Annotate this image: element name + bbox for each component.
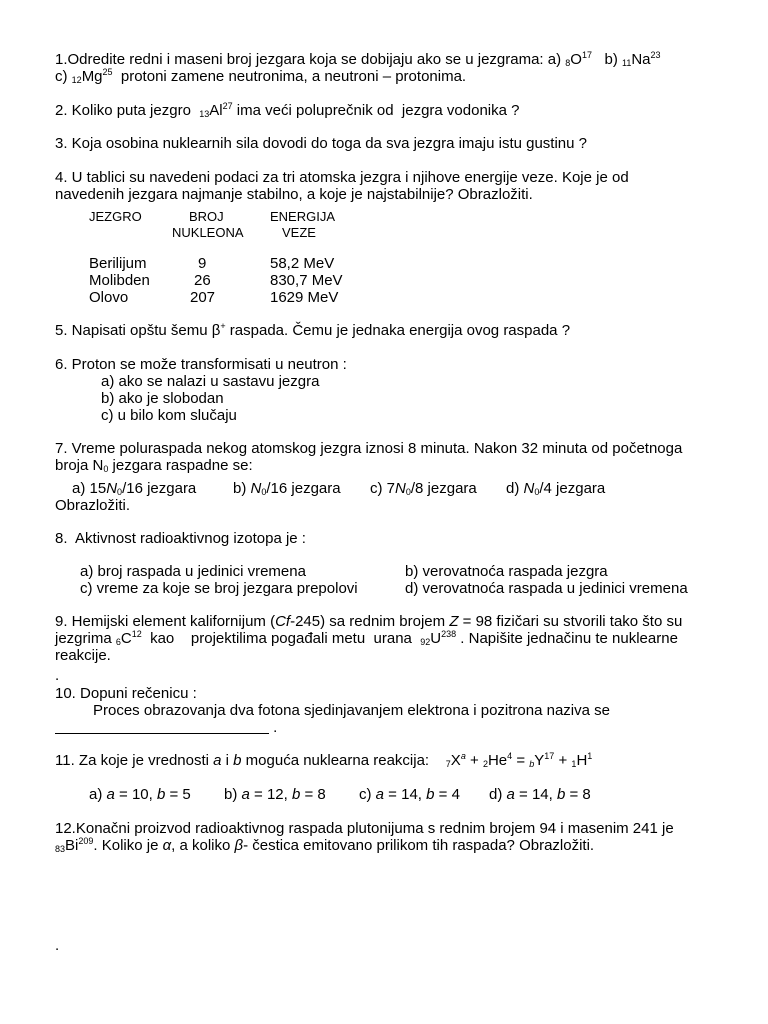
q7-c-sub: 0 <box>405 487 411 497</box>
q7-b-pre: b) <box>233 480 251 497</box>
q12-line1: 12.Konačni proizvod radioaktivnog raspada plutonijuma s rednim brojem 94 i masenim 241 je <box>55 820 674 837</box>
q7-line1: 7. Vreme poluraspada nekog atomskog jezgra iznosi 8 minuta. Nakon 32 minuta od početnoga <box>55 440 683 457</box>
q12-l2-pre: . Koliko je <box>93 837 163 854</box>
q11-opt-a-val: = 14, <box>514 786 557 803</box>
q9-l1-pre: 9. Hemijski element kalifornijum ( <box>55 613 276 630</box>
q1-rest: protoni zamene neutronima, a neutroni – protonima. <box>112 68 467 85</box>
q11-opt-label: c) <box>359 786 376 803</box>
q11-y-a: 17 <box>544 751 555 761</box>
table-header-jezgro: JEZGRO <box>89 209 142 224</box>
q7-c-pre: c) 7 <box>370 480 396 497</box>
q7-a-pre: a) 15 <box>72 480 107 497</box>
q9-c-z: 6 <box>115 637 121 647</box>
q1-mg-sym: Mg <box>81 68 103 85</box>
q9-z: Z <box>449 613 459 630</box>
q2-al-sym: Al <box>209 102 223 119</box>
q7-line2-sub: 0 <box>103 464 109 474</box>
q6-line: 6. Proton se može transformisati u neutron : <box>55 356 347 373</box>
q12-bi-z: 83 <box>55 844 66 854</box>
q11-he-z: 2 <box>482 759 488 769</box>
table-header-nukleona: NUKLEONA <box>172 225 244 240</box>
q10-end: . <box>269 719 278 736</box>
q9-cf: Cf <box>275 613 291 630</box>
q9-l2-mid: kao projektilima pogađali metu urana <box>141 630 421 647</box>
q1-mg-a: 25 <box>102 67 113 77</box>
q11-option-b <box>224 786 326 803</box>
q11-opt-b-val: = 8 <box>300 786 326 803</box>
q11-x-sym: X <box>450 752 461 769</box>
q1-na-a: 23 <box>650 50 661 60</box>
q12-line2 <box>55 837 594 858</box>
q2-post: ima veći poluprečnik od jezgra vodonika ? <box>232 102 520 119</box>
table-header-veze: VEZE <box>282 225 316 240</box>
fill-in-blank <box>55 720 269 734</box>
q1-o-a: 17 <box>581 50 592 60</box>
q11-opt-b-val: = 8 <box>565 786 591 803</box>
q7-b-sub: 0 <box>261 487 267 497</box>
q9-u-a: 238 <box>441 629 457 639</box>
q7-c-n: N <box>395 480 406 497</box>
q5-pre: 5. Napisati opštu šemu β <box>55 322 221 339</box>
table-header-broj: BROJ <box>189 209 224 224</box>
q11-y-sym: Y <box>534 752 545 769</box>
q9-line1 <box>55 613 682 630</box>
table-cell-nucleons: 26 <box>194 272 211 289</box>
q12-bi-sym: Bi <box>65 837 79 854</box>
q11-a: a <box>213 752 222 769</box>
q6-option-b: b) ako je slobodan <box>101 390 224 407</box>
q7-line2-post: jezgara raspadne se: <box>108 457 253 474</box>
table-cell-name: Berilijum <box>89 255 147 272</box>
q11-opt-b-var: b <box>426 786 435 803</box>
q11-opt-a-var: a <box>375 786 385 803</box>
q11-line <box>55 752 592 773</box>
q2-al-z: 13 <box>199 109 210 119</box>
q11-opt-label: b) <box>224 786 242 803</box>
q11-opt-b-val: = 5 <box>165 786 191 803</box>
q11-opt-b-val: = 4 <box>434 786 460 803</box>
table-cell-energy: 58,2 MeV <box>270 255 335 272</box>
q11-he-sym: He <box>487 752 508 769</box>
footer-dot: . <box>55 937 60 954</box>
q11-opt-label: a) <box>89 786 107 803</box>
q1-c-label: c) <box>55 68 72 85</box>
q11-plus1: + <box>465 752 483 769</box>
q11-h-z: 1 <box>571 759 577 769</box>
q9-dot: . <box>55 667 60 684</box>
table-cell-energy: 1629 MeV <box>270 289 339 306</box>
q9-u-z: 92 <box>420 637 431 647</box>
q7-option-d <box>506 480 605 497</box>
q7-d-n: N <box>523 480 535 497</box>
q11-opt-label: d) <box>489 786 507 803</box>
q1-o-sym: O <box>570 51 582 68</box>
table-cell-nucleons: 9 <box>198 255 207 272</box>
q10-line2: Proces obrazovanja dva fotona sjedinjavanjem elektrona i pozitrona naziva se <box>93 702 610 719</box>
q11-pre: 11. Za koje je vrednosti <box>55 752 214 769</box>
q12-l2-mid: , a koliko <box>171 837 235 854</box>
q11-opt-a-val: = 10, <box>114 786 157 803</box>
q12-l2-post: - čestica emitovano prilikom tih raspada? Obrazložiti. <box>243 837 595 854</box>
q9-u-sym: U <box>430 630 442 647</box>
q8-line: 8. Aktivnost radioaktivnog izotopa je : <box>55 530 306 547</box>
q12-beta: β <box>234 837 244 854</box>
q11-post: moguća nuklearna reakcija: <box>241 752 446 769</box>
q11-b: b <box>233 752 242 769</box>
q11-h-sym: H <box>576 752 588 769</box>
q8-option-c: c) vreme za koje se broj jezgara prepolovi <box>80 580 358 597</box>
table-cell-name: Olovo <box>89 289 129 306</box>
q2-line <box>55 102 519 123</box>
q4-line2: navedenih jezgara najmanje stabilno, a koje je najstabilnije? Obrazložiti. <box>55 186 533 203</box>
q9-l2-pre: jezgrima <box>55 630 116 647</box>
q1-b-label: b) <box>591 51 622 68</box>
q9-l1-mid: -245) sa rednim brojem <box>290 613 450 630</box>
q5-line <box>55 322 570 339</box>
table-cell-nucleons: 207 <box>190 289 216 306</box>
q11-opt-a-val: = 14, <box>384 786 427 803</box>
q8-option-b: b) verovatnoća raspada jezgra <box>405 563 608 580</box>
q7-c-post: /8 jezgara <box>410 480 477 497</box>
q7-a-post: /16 jezgara <box>122 480 197 497</box>
q1-na-z: 11 <box>622 58 632 68</box>
q11-opt-a-var: a <box>506 786 515 803</box>
q7-b-post: /16 jezgara <box>266 480 341 497</box>
q11-y-z: b <box>529 759 535 769</box>
q9-line3: reakcije. <box>55 647 111 664</box>
q11-he-a: 4 <box>507 751 513 761</box>
q11-option-a <box>89 786 191 803</box>
q7-d-post: /4 jezgara <box>539 480 606 497</box>
q6-option-a: a) ako se nalazi u sastavu jezgra <box>101 373 320 390</box>
q7-d-sub: 0 <box>534 487 540 497</box>
q2-pre: 2. Koliko puta jezgro <box>55 102 200 119</box>
q1-text: 1.Odredite redni i maseni broj jezgara koja se dobijaju ako se u jezgrama: a) <box>55 51 566 68</box>
q7-option-a <box>72 480 196 497</box>
table-header-energija: ENERGIJA <box>270 209 336 224</box>
q12-alpha: α <box>162 837 172 854</box>
q11-opt-b-var: b <box>291 786 301 803</box>
q6-option-c: c) u bilo kom slučaju <box>101 407 237 424</box>
q8-option-d: d) verovatnoća raspada u jedinici vremena <box>405 580 688 597</box>
q12-bi-a: 209 <box>78 836 94 846</box>
q9-l1-post: = 98 fizičari su stvorili tako što su <box>458 613 683 630</box>
q7-b-n: N <box>250 480 262 497</box>
q9-l2-post: . Napišite jednačinu te nuklearne <box>456 630 678 647</box>
q11-opt-b-var: b <box>156 786 166 803</box>
q10-line: 10. Dopuni rečenicu : <box>55 685 197 702</box>
q11-h-a: 1 <box>587 751 593 761</box>
q7-option-b <box>233 480 341 497</box>
q11-opt-a-var: a <box>241 786 250 803</box>
q11-i: i <box>221 752 234 769</box>
q11-opt-a-var: a <box>106 786 115 803</box>
q3-line: 3. Koja osobina nuklearnih sila dovodi do toga da sva jezgra imaju istu gustinu ? <box>55 135 588 152</box>
q11-opt-b-var: b <box>556 786 566 803</box>
q4-line1: 4. U tablici su navedeni podaci za tri atomska jezgra i njihove energije veze. Koje je od <box>55 169 629 186</box>
q7-a-sub: 0 <box>117 487 123 497</box>
q11-opt-a-val: = 12, <box>249 786 292 803</box>
q7-line2-pre: broja N <box>55 457 104 474</box>
q2-al-a: 27 <box>222 101 233 111</box>
q9-c-sym: C <box>120 630 132 647</box>
q1-o-z: 8 <box>565 58 571 68</box>
table-cell-name: Molibden <box>89 272 150 289</box>
q11-eq: = <box>512 752 530 769</box>
q1-na-sym: Na <box>631 51 651 68</box>
q11-x-a: a <box>460 751 466 761</box>
q8-option-a: a) broj raspada u jedinici vremena <box>80 563 306 580</box>
q9-c-a: 12 <box>131 629 142 639</box>
q7-d-pre: d) <box>506 480 524 497</box>
q10-blank-line <box>55 719 277 736</box>
q11-option-d <box>489 786 591 803</box>
q11-x-z: 7 <box>445 759 451 769</box>
q7-explain: Obrazložiti. <box>55 497 131 514</box>
table-cell-energy: 830,7 MeV <box>270 272 343 289</box>
q7-option-c <box>370 480 477 497</box>
q5-post: raspada. Čemu je jednaka energija ovog raspada ? <box>225 322 571 339</box>
q11-option-c <box>359 786 460 803</box>
q9-line2 <box>55 630 678 651</box>
q11-plus2: + <box>554 752 572 769</box>
q7-line2 <box>55 457 253 474</box>
q5-sup: + <box>220 321 226 331</box>
q7-a-n: N <box>106 480 118 497</box>
q1-mg-z: 12 <box>71 75 82 85</box>
q1-line2 <box>55 68 466 89</box>
